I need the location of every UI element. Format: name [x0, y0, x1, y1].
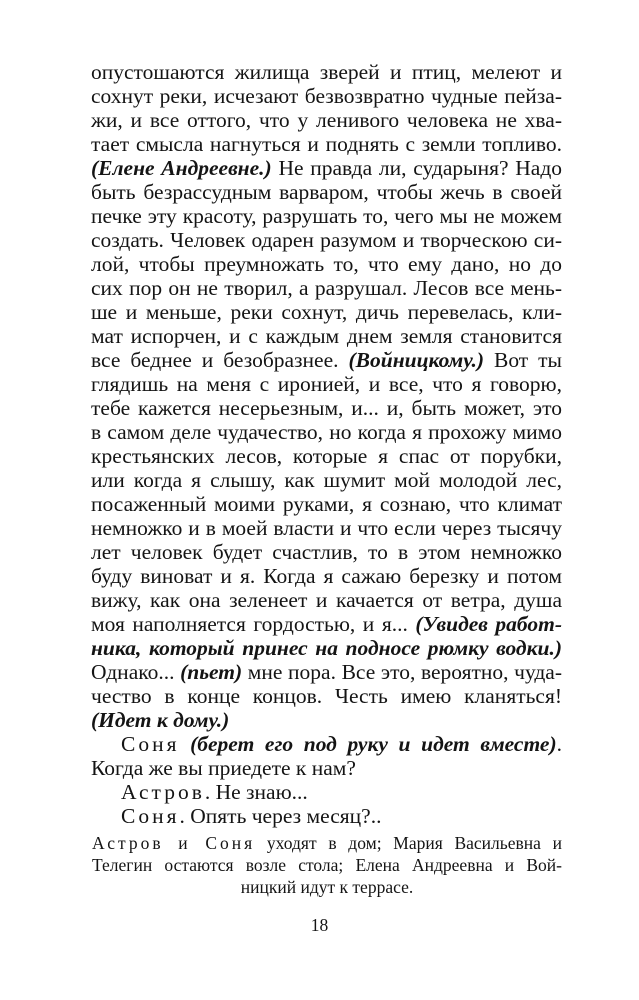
text-line [91, 372, 562, 396]
page-number: 18 [310, 915, 329, 935]
text-run: сохнут реки, исчезают безвозвратно чудные пейза- [91, 84, 562, 108]
text-line [91, 156, 562, 180]
text-run: . [556, 732, 562, 756]
text-run: уходят в дом; Мария Васильевна и [255, 833, 562, 853]
text-run: Когда же вы приедете к нам? [91, 756, 356, 780]
text-run: чество в конце концов. Честь имею кланяться! [91, 684, 562, 708]
text-line [91, 396, 562, 420]
stage-remark: (Войницкому.) [348, 348, 485, 372]
text-run: печке эту красоту, разрушать то, чего мы не можем [91, 204, 562, 228]
text-line [91, 564, 562, 588]
text-run: ницкий идут к террасе. [240, 877, 414, 897]
stage-remark: (Увидев работ- [415, 612, 562, 636]
text-line [91, 132, 562, 156]
text-run: тебе кажется несерьезным, и... и, быть может, это [91, 396, 562, 420]
stage-remark: (Елене Андреевне.) [91, 156, 272, 180]
character-name: Астров и Соня [92, 833, 256, 853]
text-line [91, 468, 562, 492]
text-line [91, 84, 562, 108]
character-name: Астров [121, 780, 205, 804]
text-run: в самом деле чудачество, но когда я прохожу мимо [91, 420, 562, 444]
stage-direction-line [92, 876, 562, 898]
text-line [91, 756, 562, 780]
text-run: буду виноват и я. Когда я сажаю березку и потом [91, 564, 562, 588]
text-run: крестьянских лесов, которые я спас от порубки, [91, 444, 562, 468]
text-line [91, 324, 562, 348]
text-run: глядишь на меня с иронией, и все, что я говорю, [91, 372, 562, 396]
text-line [91, 492, 562, 516]
text-run: тает смысла нагнуться и поднять с земли топливо. [91, 132, 562, 156]
text-line [91, 540, 562, 564]
text-line [91, 60, 562, 84]
text-line [91, 252, 562, 276]
text-run: опустошаются жилища зверей и птиц, мелеют и [91, 60, 562, 84]
text-line [91, 660, 562, 684]
text-run: быть безрассудным варваром, чтобы жечь в своей [91, 180, 562, 204]
text-line [91, 708, 562, 732]
text-run [180, 732, 191, 756]
text-run: немножко и в моей власти и что если через тысячу [91, 516, 562, 540]
text-run: Вот ты [484, 348, 563, 372]
text-line [91, 612, 562, 636]
text-run: Телегин остаются возле стола; Елена Андреевна и Вой- [92, 855, 562, 875]
text-line [91, 804, 562, 828]
text-line [91, 516, 562, 540]
text-run: мне пора. Все это, вероятно, чуда- [242, 660, 562, 684]
character-name: Соня [121, 804, 180, 828]
text-line [91, 204, 562, 228]
stage-direction-line [92, 832, 562, 854]
text-line [91, 300, 562, 324]
text-run: лет человек будет счастлив, то в этом немножко [91, 540, 562, 564]
text-run: ше и меньше, реки сохнут, дичь перевелась, кли- [91, 300, 562, 324]
text-line [91, 588, 562, 612]
text-run: Однако... [91, 660, 181, 684]
text-run: . Опять через месяц?.. [179, 804, 382, 828]
text-line [91, 636, 562, 660]
text-line [91, 108, 562, 132]
text-run: лой, чтобы преумножать то, что ему дано, но до [91, 252, 562, 276]
text-line [91, 276, 562, 300]
stage-direction-line [92, 854, 562, 876]
stage-remark: (пьет) [180, 660, 243, 684]
stage-direction-block [92, 832, 562, 898]
text-line [91, 684, 562, 708]
text-line [91, 732, 562, 756]
character-name: Соня [121, 732, 180, 756]
text-run: создать. Человек одарен разумом и творческою си- [91, 228, 562, 252]
text-run: моя наполняется гордостью, и я... [91, 612, 416, 636]
stage-remark: (Идет к дому.) [91, 708, 230, 732]
text-line [91, 444, 562, 468]
text-run: вижу, как она зеленеет и качается от ветра, душа [91, 588, 562, 612]
text-line [91, 180, 562, 204]
text-line [91, 228, 562, 252]
main-prose-block [91, 60, 562, 828]
stage-remark: ника, который принес на подносе рюмку водки.) [91, 636, 562, 660]
text-line [91, 420, 562, 444]
text-run: мат испорчен, и с каждым днем земля становится [91, 324, 562, 348]
text-run: посаженный моими руками, я сознаю, что климат [91, 492, 562, 516]
stage-remark: (берет его под руку и идет вместе) [190, 732, 557, 756]
text-line [91, 780, 562, 804]
text-run: сих пор он не творил, а разрушал. Лесов все мень- [91, 276, 562, 300]
text-run: жи, и все оттого, что у ленивого человека не хва- [91, 108, 562, 132]
text-run: . Не знаю... [204, 780, 308, 804]
text-run: Не правда ли, сударыня? Надо [271, 156, 563, 180]
text-run: все беднее и безобразнее. [91, 348, 349, 372]
text-line [91, 348, 562, 372]
text-run: или когда я слышу, как шумит мой молодой лес, [91, 468, 562, 492]
